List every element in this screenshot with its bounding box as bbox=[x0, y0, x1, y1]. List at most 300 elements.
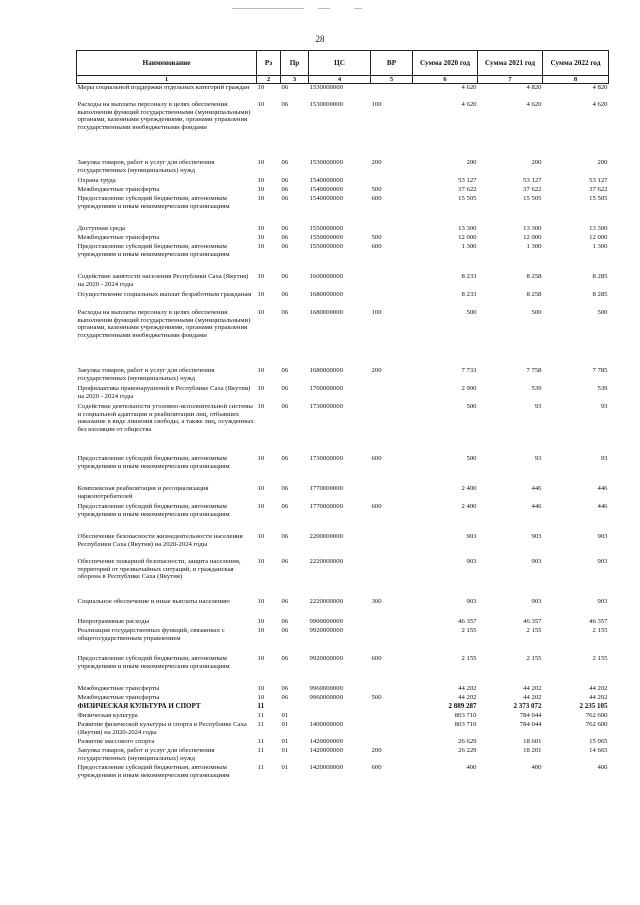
table-row bbox=[77, 503, 609, 533]
table-row bbox=[77, 764, 609, 784]
row-name: Предоставление субсидий бюджетным, автономным учреждениям и иным некоммерческим организациям bbox=[77, 764, 230, 779]
row-sum-2022: 53 127 bbox=[589, 177, 608, 184]
column-number: 6 bbox=[413, 76, 478, 84]
row-name: ФИЗИЧЕСКАЯ КУЛЬТУРА И СПОРТ bbox=[77, 702, 201, 710]
row-sum-2020: 1 300 bbox=[461, 243, 477, 250]
row-sum-2022: 8 285 bbox=[592, 273, 608, 280]
row-vr bbox=[371, 558, 413, 598]
table-row bbox=[77, 747, 609, 764]
row-pr: 06 bbox=[281, 159, 289, 166]
table-body bbox=[77, 84, 609, 785]
row-vr: 100 bbox=[371, 101, 382, 108]
table-row bbox=[77, 618, 609, 627]
row-name: Обеспечение безопасности жизнедеятельности населения Республики Саха (Якутия) на 2020-2024 годы bbox=[77, 533, 243, 548]
row-pr: 06 bbox=[281, 385, 289, 392]
row-vr: 500 bbox=[371, 234, 382, 241]
row-vr bbox=[371, 627, 413, 655]
row-sum-2020: 44 202 bbox=[458, 685, 477, 692]
row-rz: 10 bbox=[257, 485, 265, 492]
row-rz: 10 bbox=[257, 195, 265, 202]
row-sum-2020: 13 300 bbox=[458, 225, 477, 232]
row-rz: 10 bbox=[257, 694, 265, 701]
row-sum-2022: 15 065 bbox=[589, 738, 608, 745]
table-row bbox=[77, 195, 609, 225]
row-cs: 9960000000 bbox=[309, 694, 343, 701]
row-sum-2020: 903 bbox=[466, 533, 477, 540]
row-vr: 600 bbox=[371, 503, 382, 510]
row-name: Физическая культура bbox=[77, 712, 138, 719]
row-sum-2022: 2 235 105 bbox=[579, 702, 608, 710]
row-pr: 06 bbox=[281, 177, 289, 184]
row-sum-2020: 2 155 bbox=[461, 655, 477, 662]
row-vr bbox=[371, 703, 413, 712]
table-row bbox=[77, 485, 609, 503]
row-pr: 06 bbox=[281, 234, 289, 241]
row-sum-2022: 13 300 bbox=[589, 225, 608, 232]
row-cs: 1530000000 bbox=[309, 159, 343, 166]
row-pr: 06 bbox=[281, 186, 289, 193]
row-sum-2020: 4 620 bbox=[461, 101, 477, 108]
row-pr: 01 bbox=[281, 764, 289, 771]
budget-table bbox=[76, 50, 609, 784]
table-row bbox=[77, 627, 609, 655]
scan-artifact-line bbox=[232, 8, 304, 9]
row-sum-2020: 8 233 bbox=[461, 273, 477, 280]
table-row bbox=[77, 225, 609, 234]
row-sum-2021: 903 bbox=[531, 598, 542, 605]
row-name: Предоставление субсидий бюджетным, автономным учреждениям и иным некоммерческим организациям bbox=[77, 455, 230, 470]
row-rz: 10 bbox=[257, 273, 265, 280]
row-rz: 10 bbox=[257, 598, 265, 605]
row-sum-2021: 784 044 bbox=[519, 721, 542, 728]
row-vr: 300 bbox=[371, 598, 382, 605]
row-cs: 1600000000 bbox=[309, 273, 343, 280]
table-row bbox=[77, 159, 609, 177]
row-rz: 11 bbox=[257, 721, 264, 728]
table-row bbox=[77, 177, 609, 186]
row-sum-2020: 803 710 bbox=[454, 721, 477, 728]
row-sum-2021: 53 127 bbox=[523, 177, 542, 184]
row-sum-2022: 4 820 bbox=[592, 84, 608, 91]
row-sum-2020: 7 733 bbox=[461, 367, 477, 374]
row-vr bbox=[371, 721, 413, 738]
row-cs: 1540000000 bbox=[309, 186, 343, 193]
row-cs: 2200000000 bbox=[309, 533, 343, 540]
table-row bbox=[77, 234, 609, 243]
row-pr: 06 bbox=[281, 309, 289, 316]
row-vr bbox=[371, 291, 413, 309]
row-sum-2021: 93 bbox=[534, 455, 542, 462]
row-vr bbox=[371, 533, 413, 558]
row-cs: 1420000000 bbox=[309, 764, 343, 771]
row-sum-2021: 200 bbox=[531, 159, 542, 166]
table-row bbox=[77, 685, 609, 694]
row-sum-2020: 8 233 bbox=[461, 291, 477, 298]
column-number: 5 bbox=[371, 76, 413, 84]
row-vr bbox=[371, 485, 413, 503]
header-rz: Рз bbox=[257, 51, 281, 76]
table-row bbox=[77, 598, 609, 618]
row-vr bbox=[371, 177, 413, 186]
scan-artifact-line bbox=[354, 8, 362, 9]
row-name: Обеспечение пожарной безопасности, защита населения, территорий от чрезвычайных ситуаций, и гражданская оборона в Республике Саха (Якутия) bbox=[77, 558, 241, 580]
row-sum-2020: 4 620 bbox=[461, 84, 477, 91]
row-sum-2020: 26 629 bbox=[458, 738, 477, 745]
row-pr: 06 bbox=[281, 403, 289, 410]
row-sum-2021: 8 258 bbox=[526, 291, 542, 298]
row-sum-2021: 8 258 bbox=[526, 273, 542, 280]
row-sum-2021: 4 620 bbox=[526, 101, 542, 108]
table-row bbox=[77, 385, 609, 403]
column-number: 1 bbox=[77, 76, 257, 84]
scan-artifact-line bbox=[318, 8, 330, 9]
row-cs: 1730000000 bbox=[309, 403, 343, 410]
row-sum-2021: 37 622 bbox=[523, 186, 542, 193]
row-rz: 11 bbox=[257, 738, 264, 745]
row-sum-2022: 14 665 bbox=[589, 747, 608, 754]
row-vr bbox=[371, 712, 413, 721]
row-rz: 10 bbox=[257, 84, 265, 91]
row-vr: 600 bbox=[371, 455, 382, 462]
header-vr: ВР bbox=[371, 51, 413, 76]
row-rz: 10 bbox=[257, 403, 265, 410]
column-number: 7 bbox=[478, 76, 543, 84]
row-name: Содействие деятельности уголовно-исполнительной системы и социальной адаптации и реабилитации лиц, отбывших наказание в виде лишения свободы, а также лиц, осужденных без изоляции от общества bbox=[77, 403, 254, 433]
row-rz: 10 bbox=[257, 309, 265, 316]
row-rz: 10 bbox=[257, 291, 265, 298]
row-sum-2022: 93 bbox=[600, 455, 608, 462]
row-sum-2022: 4 620 bbox=[592, 101, 608, 108]
row-cs bbox=[309, 712, 371, 721]
row-rz: 10 bbox=[257, 159, 265, 166]
row-name: Непрограммные расходы bbox=[77, 618, 150, 625]
row-sum-2022: 37 622 bbox=[589, 186, 608, 193]
row-sum-2021: 903 bbox=[531, 533, 542, 540]
table-row bbox=[77, 558, 609, 598]
row-rz: 10 bbox=[257, 186, 265, 193]
row-sum-2022: 200 bbox=[597, 159, 608, 166]
row-sum-2020: 803 710 bbox=[454, 712, 477, 719]
row-vr bbox=[371, 738, 413, 747]
row-sum-2022: 539 bbox=[597, 385, 608, 392]
row-sum-2020: 2 900 bbox=[461, 385, 477, 392]
row-vr: 200 bbox=[371, 367, 382, 374]
row-sum-2020: 903 bbox=[466, 558, 477, 565]
row-cs: 1700000000 bbox=[309, 385, 343, 392]
row-cs bbox=[309, 703, 371, 712]
table-row bbox=[77, 703, 609, 712]
row-vr bbox=[371, 618, 413, 627]
row-cs: 1530000000 bbox=[309, 101, 343, 108]
row-sum-2021: 46 357 bbox=[523, 618, 542, 625]
row-sum-2021: 2 155 bbox=[526, 655, 542, 662]
row-pr: 06 bbox=[281, 655, 289, 662]
row-sum-2020: 12 000 bbox=[458, 234, 477, 241]
row-pr: 06 bbox=[281, 84, 289, 91]
row-name: Предоставление субсидий бюджетным, автономным учреждениям и иным некоммерческим организациям bbox=[77, 503, 230, 518]
row-sum-2020: 500 bbox=[466, 455, 477, 462]
row-rz: 10 bbox=[257, 243, 265, 250]
row-cs: 2220000000 bbox=[309, 598, 343, 605]
row-sum-2022: 12 000 bbox=[589, 234, 608, 241]
row-sum-2020: 2 400 bbox=[461, 503, 477, 510]
row-name: Предоставление субсидий бюджетным, автономным учреждениям и иным некоммерческим организациям bbox=[77, 195, 230, 210]
row-sum-2022: 8 285 bbox=[592, 291, 608, 298]
row-pr: 01 bbox=[281, 747, 289, 754]
row-vr: 600 bbox=[371, 655, 382, 662]
row-pr: 06 bbox=[281, 367, 289, 374]
row-pr: 06 bbox=[281, 503, 289, 510]
row-rz: 10 bbox=[257, 558, 265, 565]
row-name: Социальное обеспечение и иные выплаты населению bbox=[77, 598, 230, 605]
row-pr: 06 bbox=[281, 694, 289, 701]
row-sum-2022: 15 505 bbox=[589, 195, 608, 202]
table-row bbox=[77, 309, 609, 367]
table-row bbox=[77, 367, 609, 385]
table-row bbox=[77, 273, 609, 291]
table-row bbox=[77, 403, 609, 455]
row-name: Межбюджетные трансферты bbox=[77, 186, 160, 193]
row-pr: 06 bbox=[281, 273, 289, 280]
row-vr bbox=[371, 685, 413, 694]
row-sum-2022: 44 202 bbox=[589, 694, 608, 701]
row-cs: 9900000000 bbox=[309, 618, 343, 625]
row-sum-2022: 400 bbox=[597, 764, 608, 771]
row-cs: 1420000000 bbox=[309, 738, 343, 745]
row-rz: 10 bbox=[257, 618, 265, 625]
row-name: Закупка товаров, работ и услуг для обеспечения государственных (муниципальных) нужд bbox=[77, 367, 215, 382]
row-vr bbox=[371, 84, 413, 102]
table-header-row bbox=[77, 51, 609, 76]
row-pr: 06 bbox=[281, 558, 289, 565]
row-sum-2022: 903 bbox=[597, 558, 608, 565]
row-sum-2022: 44 202 bbox=[589, 685, 608, 692]
row-cs: 9920000000 bbox=[309, 655, 343, 662]
row-sum-2021: 12 000 bbox=[523, 234, 542, 241]
row-pr: 01 bbox=[281, 738, 289, 745]
row-name: Комплексная реабилитация и ресоциализация наркопотребителей bbox=[77, 485, 209, 500]
row-sum-2020: 400 bbox=[466, 764, 477, 771]
row-sum-2020: 46 357 bbox=[458, 618, 477, 625]
row-vr: 200 bbox=[371, 159, 382, 166]
row-cs: 9960000000 bbox=[309, 685, 343, 692]
row-sum-2022: 762 600 bbox=[585, 712, 608, 719]
row-sum-2022: 46 357 bbox=[589, 618, 608, 625]
row-vr: 200 bbox=[371, 747, 382, 754]
row-pr: 01 bbox=[281, 721, 289, 728]
row-rz: 10 bbox=[257, 533, 265, 540]
row-vr bbox=[371, 225, 413, 234]
row-sum-2021: 44 202 bbox=[523, 685, 542, 692]
row-sum-2022: 500 bbox=[597, 309, 608, 316]
row-pr: 06 bbox=[281, 195, 289, 202]
row-vr bbox=[371, 403, 413, 455]
row-cs: 1680000000 bbox=[309, 367, 343, 374]
column-number: 2 bbox=[257, 76, 281, 84]
row-cs: 1680000000 bbox=[309, 309, 343, 316]
row-sum-2021: 446 bbox=[531, 503, 542, 510]
row-pr: 06 bbox=[281, 225, 289, 232]
row-name: Расходы на выплаты персоналу в целях обеспечения выполнения функций государственными (муниципальными) органами, казенными учреждениями, органами управления государственными внебюджетными фондами bbox=[77, 309, 251, 339]
table-row bbox=[77, 721, 609, 738]
row-sum-2022: 7 785 bbox=[592, 367, 608, 374]
row-sum-2021: 18 601 bbox=[523, 738, 542, 745]
row-rz: 11 bbox=[257, 747, 264, 754]
row-sum-2022: 93 bbox=[600, 403, 608, 410]
header-sum-2022: Сумма 2022 год bbox=[543, 51, 609, 76]
row-pr: 06 bbox=[281, 291, 289, 298]
row-sum-2021: 2 155 bbox=[526, 627, 542, 634]
table-row bbox=[77, 291, 609, 309]
row-name: Охрана труда bbox=[77, 177, 116, 184]
row-sum-2021: 500 bbox=[531, 309, 542, 316]
row-name: Меры социальной поддержки отдельных категорий граждан bbox=[77, 84, 250, 91]
table-row bbox=[77, 84, 609, 102]
table-row bbox=[77, 243, 609, 273]
row-rz: 10 bbox=[257, 627, 265, 634]
row-name: Межбюджетные трансферты bbox=[77, 694, 160, 701]
row-name: Развитие массового спорта bbox=[77, 738, 155, 745]
row-sum-2021: 4 820 bbox=[526, 84, 542, 91]
row-sum-2021: 15 505 bbox=[523, 195, 542, 202]
row-cs: 1680000000 bbox=[309, 291, 343, 298]
row-sum-2020: 44 202 bbox=[458, 694, 477, 701]
row-rz: 10 bbox=[257, 177, 265, 184]
header-pr: Пр bbox=[281, 51, 309, 76]
row-cs: 1550000000 bbox=[309, 243, 343, 250]
row-sum-2021: 784 044 bbox=[519, 712, 542, 719]
row-cs: 1400000000 bbox=[309, 721, 343, 728]
row-rz: 10 bbox=[257, 234, 265, 241]
row-sum-2022: 903 bbox=[597, 533, 608, 540]
column-number: 3 bbox=[281, 76, 309, 84]
row-sum-2022: 446 bbox=[597, 503, 608, 510]
row-sum-2020: 15 505 bbox=[458, 195, 477, 202]
row-sum-2021: 903 bbox=[531, 558, 542, 565]
row-name: Доступная среда bbox=[77, 225, 126, 232]
row-vr: 100 bbox=[371, 309, 382, 316]
row-name: Предоставление субсидий бюджетным, автономным учреждениям и иным некоммерческим организациям bbox=[77, 243, 230, 258]
row-sum-2020: 53 127 bbox=[458, 177, 477, 184]
row-cs: 1770000000 bbox=[309, 485, 343, 492]
row-pr: 06 bbox=[281, 598, 289, 605]
header-name: Наименование bbox=[77, 51, 257, 76]
row-sum-2020: 200 bbox=[466, 159, 477, 166]
row-cs: 1530000000 bbox=[309, 84, 343, 91]
row-pr: 06 bbox=[281, 455, 289, 462]
row-sum-2022: 446 bbox=[597, 485, 608, 492]
row-sum-2021: 44 202 bbox=[523, 694, 542, 701]
row-name: Закупка товаров, работ и услуг для обеспечения государственных (муниципальных) нужд bbox=[77, 747, 215, 762]
row-pr: 06 bbox=[281, 627, 289, 634]
row-name: Межбюджетные трансферты bbox=[77, 685, 160, 692]
row-rz: 10 bbox=[257, 685, 265, 692]
row-sum-2022: 903 bbox=[597, 598, 608, 605]
row-sum-2020: 37 622 bbox=[458, 186, 477, 193]
row-sum-2020: 2 889 287 bbox=[448, 702, 477, 710]
row-pr: 06 bbox=[281, 101, 289, 108]
row-cs: 1540000000 bbox=[309, 177, 343, 184]
row-cs: 1550000000 bbox=[309, 225, 343, 232]
row-rz: 10 bbox=[257, 455, 265, 462]
row-sum-2021: 18 201 bbox=[523, 747, 542, 754]
row-sum-2020: 500 bbox=[466, 309, 477, 316]
row-sum-2020: 500 bbox=[466, 403, 477, 410]
row-sum-2021: 1 300 bbox=[526, 243, 542, 250]
row-name: Реализация государственных функций, связанных с общегосударственным управлением bbox=[77, 627, 225, 642]
row-pr: 06 bbox=[281, 485, 289, 492]
row-name: Расходы на выплаты персоналу в целях обеспечения выполнения функций государственными (муниципальными) органами, казенными учреждениями, органами управления государственными внебюджетными фондами bbox=[77, 101, 251, 131]
row-sum-2020: 26 229 bbox=[458, 747, 477, 754]
row-sum-2021: 539 bbox=[531, 385, 542, 392]
page-number: 28 bbox=[315, 34, 325, 44]
row-sum-2021: 400 bbox=[531, 764, 542, 771]
row-sum-2022: 1 300 bbox=[592, 243, 608, 250]
row-sum-2022: 762 600 bbox=[585, 721, 608, 728]
row-sum-2020: 903 bbox=[466, 598, 477, 605]
row-sum-2021: 13 300 bbox=[523, 225, 542, 232]
row-name: Закупка товаров, работ и услуг для обеспечения государственных (муниципальных) нужд bbox=[77, 159, 215, 174]
column-number: 8 bbox=[543, 76, 609, 84]
row-rz: 10 bbox=[257, 101, 265, 108]
row-cs: 2220000000 bbox=[309, 558, 343, 565]
row-cs: 1540000000 bbox=[309, 195, 343, 202]
row-vr bbox=[371, 385, 413, 403]
table-row bbox=[77, 533, 609, 558]
row-vr: 600 bbox=[371, 764, 382, 771]
row-sum-2021: 2 373 072 bbox=[513, 702, 542, 710]
row-vr: 500 bbox=[371, 694, 382, 701]
row-pr: 06 bbox=[281, 618, 289, 625]
row-vr: 600 bbox=[371, 243, 382, 250]
row-name: Содействие занятости населения Республики Саха (Якутия) на 2020 - 2024 годы bbox=[77, 273, 249, 288]
row-pr bbox=[281, 703, 309, 712]
row-sum-2021: 93 bbox=[534, 403, 542, 410]
row-rz: 10 bbox=[257, 503, 265, 510]
header-sum-2021: Сумма 2021 год bbox=[478, 51, 543, 76]
row-sum-2022: 2 155 bbox=[592, 627, 608, 634]
table-row bbox=[77, 655, 609, 685]
table-row bbox=[77, 455, 609, 485]
row-sum-2020: 2 400 bbox=[461, 485, 477, 492]
row-rz: 10 bbox=[257, 385, 265, 392]
row-name: Профилактика правонарушений в Республике Саха (Якутия) на 2020 - 2024 годы bbox=[77, 385, 251, 400]
row-rz: 10 bbox=[257, 655, 265, 662]
header-sum-2020: Сумма 2020 год bbox=[413, 51, 478, 76]
table-row bbox=[77, 186, 609, 195]
row-rz: 11 bbox=[257, 712, 264, 719]
column-number-row bbox=[77, 76, 609, 84]
row-rz: 10 bbox=[257, 225, 265, 232]
row-pr: 06 bbox=[281, 533, 289, 540]
row-rz: 11 bbox=[257, 702, 265, 710]
row-pr: 06 bbox=[281, 685, 289, 692]
row-cs: 1550000000 bbox=[309, 234, 343, 241]
column-number: 4 bbox=[309, 76, 371, 84]
table-row bbox=[77, 738, 609, 747]
row-vr: 600 bbox=[371, 195, 382, 202]
row-name: Межбюджетные трансферты bbox=[77, 234, 160, 241]
row-pr: 06 bbox=[281, 243, 289, 250]
table-row bbox=[77, 712, 609, 721]
row-rz: 10 bbox=[257, 367, 265, 374]
row-cs: 1730000000 bbox=[309, 455, 343, 462]
row-sum-2021: 7 758 bbox=[526, 367, 542, 374]
row-name: Предоставление субсидий бюджетным, автономным учреждениям и иным некоммерческим организациям bbox=[77, 655, 230, 670]
row-name: Развитие физической культуры и спорта в Республике Саха (Якутия) на 2020-2024 годы bbox=[77, 721, 247, 736]
row-vr bbox=[371, 273, 413, 291]
row-rz: 11 bbox=[257, 764, 264, 771]
